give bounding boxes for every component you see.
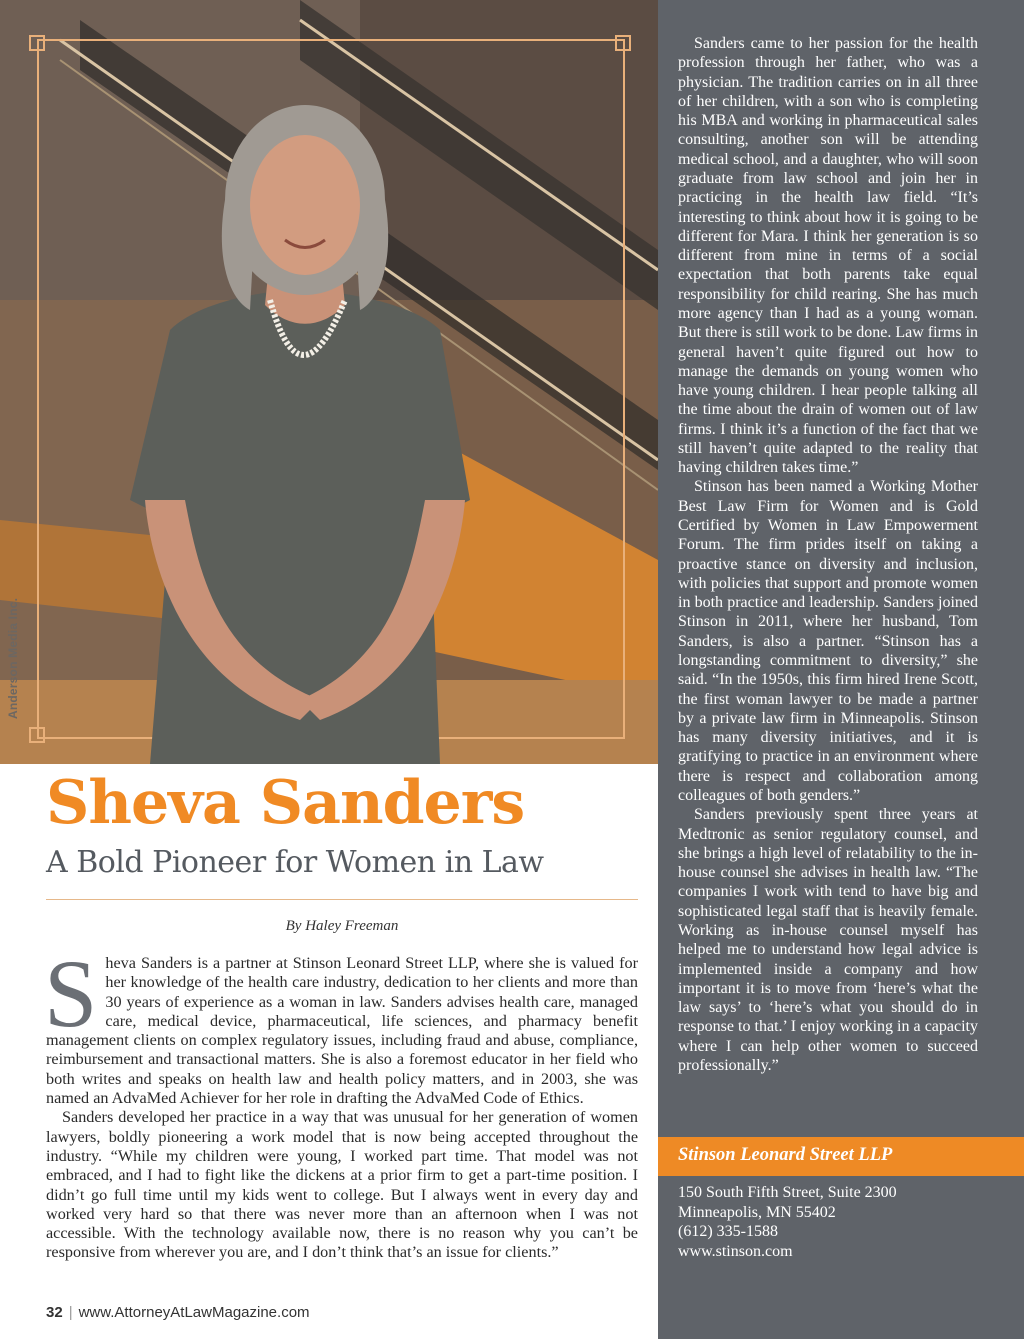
footer-site-link[interactable]: www.AttorneyAtLawMagazine.com: [78, 1304, 310, 1321]
page-footer: [46, 1304, 310, 1321]
firm-contact: [678, 1183, 897, 1261]
drop-cap: S: [44, 940, 98, 1047]
article-subtitle: A Bold Pioneer for Women in Law: [46, 845, 544, 880]
page-number: 32: [46, 1304, 63, 1321]
byline: By Haley Freeman: [285, 918, 399, 934]
first-paragraph: [44, 940, 638, 1108]
sidebar-paragraph: Sanders came to her passion for the health profession through her father, who was a physician. The tradition carries on in all three of her children, with a son who is completing his MBA and working in pharmaceutical sales consulting, another son will be attending medical school, and a daughter, who will soon graduate from law school and join her in practicing in the health law field. “It’s interesting to think about how it is going to be different for Mara. I think her generation is so different from mine in terms of a social expectation that both parents take equal responsibility for child rearing. She has much more agency than I had as a young woman. But there is still work to be done. Law firms in general haven’t quite figured out how to manage the demands on young women who have young children. I hear people talking all the time about the drain of women out of law firms. I think it’s a function of the fact that we still haven’t quite adapted to the reality that having children takes time.”: [678, 35, 978, 477]
firm-address-line1: 150 South Fifth Street, Suite 2300: [678, 1184, 897, 1201]
sidebar-paragraph: Stinson has been named a Working Mother Best Law Firm for Women and is Gold Certified by Women in Law Empowerment Forum. The firm prides itself on taking a proactive stance on diversity and inclusion, with policies that support and promote women in both practice and leadership. Sanders joined Stinson in 2011, where her husband, Tom Sanders, is also a partner. “Stinson has a longstanding commitment to diversity,” she said. “In the 1950s, this firm hired Irene Scott, the first woman lawyer to be made a partner by a private law firm in Minneapolis. Stinson has many diversity initiatives, and it is gratifying to practice in an environment where there is respect and collaboration among colleagues of both genders.”: [678, 478, 978, 804]
photo-credit: Anderson Media Inc.: [6, 597, 20, 719]
article-title: Sheva Sanders: [46, 768, 525, 838]
article-body-right: [678, 34, 978, 1075]
portrait-photo: [0, 0, 658, 764]
article-body-left: [44, 940, 638, 1263]
firm-name-band: [658, 1137, 1024, 1176]
footer-separator: |: [68, 1304, 73, 1321]
photo-illustration: [0, 0, 658, 764]
title-divider: [46, 899, 638, 900]
sidebar-paragraph: Sanders previously spent three years at Medtronic as senior regulatory counsel, and she brings a high level of relatability to the in-house counsel she advises in health law. “The companies I work with tend to have big and sophisticated legal staff that is heavily female. Working as in-house counsel myself has helped me to understand how legal advice is implemented inside a company and how important it is to move from ‘here’s what the law says’ to ‘here’s what you should do in response to that.’ I enjoy working in a capacity where I can help other women to succeed professionally.”: [678, 806, 978, 1074]
firm-website-link[interactable]: www.stinson.com: [678, 1242, 793, 1260]
first-paragraph-text: heva Sanders is a partner at Stinson Leonard Street LLP, where she is valued for her knowledge of the health care industry, dedication to her clients and more than 30 years of experience as a woman in law. Sanders advises health care, managed care, medical device, pharmaceutical, life sciences, and pharmacy benefit management clients on complex regulatory issues, including fraud and abuse, compliance, reimbursement and transactional matters. She is also a foremost educator in her field who both writes and speaks on health law and health policy matters, and in 2003, she was named an AdvaMed Achiever for her role in drafting the AdvaMed Code of Ethics.: [46, 954, 638, 1108]
second-paragraph: Sanders developed her practice in a way that was unusual for her generation of women lawyers, boldly pioneering a work model that is now being accepted throughout the industry. “While my children were young, I worked part time. That model was not embraced, and I had to fight like the dickens at a prior firm to get a part-time position. I didn’t go full time until my kids went to college. But I always went in every day and worked very hard so that there was never more than an afternoon when I was not accessible. With the technology available now, there is no reason why you can’t be responsive from wherever you are, and I don’t think that’s an issue for clients.”: [46, 1108, 638, 1262]
firm-address-line2: Minneapolis, MN 55402: [678, 1203, 836, 1221]
sidebar-column: [658, 0, 1024, 1339]
firm-phone: (612) 335-1588: [678, 1223, 778, 1240]
firm-name: Stinson Leonard Street LLP: [678, 1145, 893, 1165]
